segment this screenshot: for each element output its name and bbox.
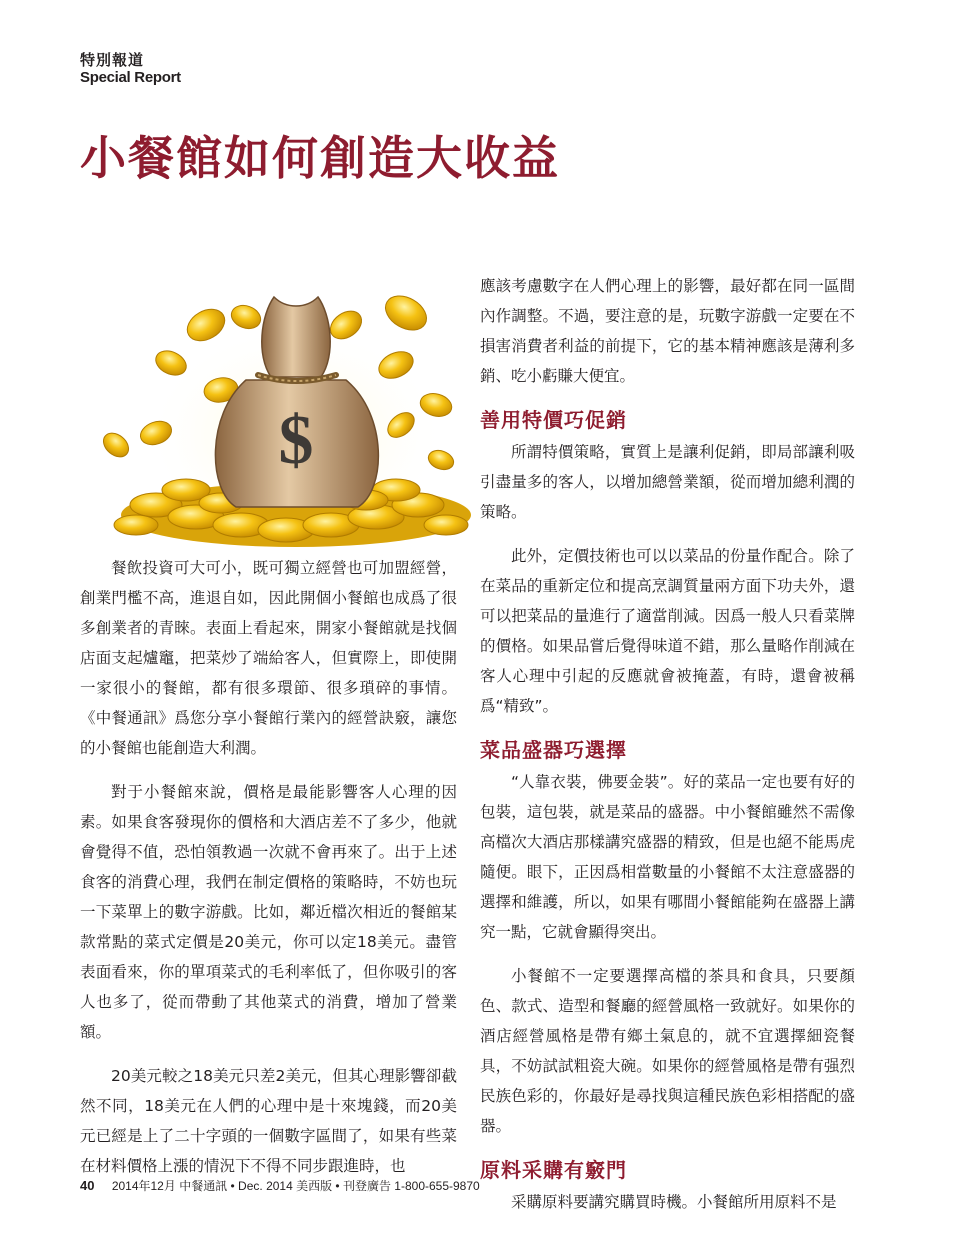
section-label-en: Special Report: [80, 69, 181, 86]
paragraph: 小餐館不一定要選擇高檔的茶具和食具，只要顏色、款式、造型和餐廳的經營風格一致就好。如果你的酒店經營風格是帶有鄉土氣息的，就不宜選擇細瓷餐具，不妨試試粗瓷大碗。如果你的經營風格是帶有强烈民族色彩的，你最好是尋找與這種民族色彩相搭配的盛器。: [480, 967, 855, 1135]
paragraph: 餐飲投資可大可小，既可獨立經營也可加盟經營，創業門檻不高，進退自如，因此開個小餐館也成爲了很多創業者的青睞。表面上看起來，開家小餐館就是找個店面支起爐竈，把菜炒了端給客人，但實際上，即使開一家很小的餐館，都有很多環節、很多瑣碎的事情。《中餐通訊》爲您分享小餐館行業內的經營訣竅，讓您的小餐館也能創造大利潤。: [80, 559, 457, 757]
paragraph: 采購原料要講究購買時機。小餐館所用原料不是: [511, 1193, 837, 1211]
paragraph: 此外，定價技術也可以以菜品的份量作配合。除了在菜品的重新定位和提高烹調質量兩方面下功夫外，還可以把菜品的量進行了適當削減。因爲一般人只看菜牌的價格。如果品嘗后覺得味道不錯，那么量略作削減在客人心理中引起的反應就會被掩蓋，有時，還會被稱爲“精致”。: [480, 547, 855, 715]
money-bag-illustration: [96, 285, 476, 555]
article-title: 小餐館如何創造大收益: [80, 131, 560, 185]
right-column: [480, 271, 855, 1231]
paragraph: “人靠衣裝，佛要金裝”。好的菜品一定也要有好的包裝，這包裝，就是菜品的盛器。中小餐館雖然不需像高檔次大酒店那樣講究盛器的精致，但是也絕不能馬虎隨便。眼下，正因爲相當數量的小餐館不太注意盛器的選擇和維護，所以，如果有哪間小餐館能夠在盛器上講究一點，它就會顯得突出。: [480, 773, 855, 941]
paragraph: 應該考慮數字在人們心理上的影響，最好都在同一區間內作調整。不過，要注意的是，玩數字游戲一定要在不損害消費者利益的前提下，它的基本精神應該是薄利多銷、吃小虧賺大便宜。: [480, 277, 855, 385]
page-number: 40: [80, 1178, 95, 1193]
paragraph: 所謂特價策略，實質上是讓利促銷，即局部讓利吸引盡量多的客人，以增加總營業額，從而增加總利潤的策略。: [480, 443, 855, 521]
left-column: [80, 553, 457, 1195]
section-heading: 善用特價巧促銷: [480, 408, 627, 432]
section-label-zh: 特別報道: [80, 51, 145, 69]
paragraph: 對于小餐館來說，價格是最能影響客人心理的因素。如果食客發現你的價格和大酒店差不了多少，他就會覺得不值，恐怕領教過一次就不會再來了。出于上述食客的消費心理，我們在制定價格的策略時，不妨也玩一下菜單上的數字游戲。比如，鄰近檔次相近的餐館某款常點的菜式定價是20美元，你可以定18美元。盡管表面看來，你的單項菜式的毛利率低了，但你吸引的客人也多了，從而帶動了其他菜式的消費，增加了營業額。: [80, 783, 457, 1041]
svg-text:$: $: [278, 402, 314, 479]
page-footer: [80, 1177, 480, 1194]
section-heading: 菜品盛器巧選擇: [480, 738, 627, 762]
section-heading: 原料采購有竅門: [480, 1158, 627, 1182]
footer-info: 2014年12月 中餐通訊 • Dec. 2014 美西版 • 刊登廣告 1-800-655-9870: [111, 1179, 480, 1193]
paragraph: 20美元較之18美元只差2美元，但其心理影響卻截然不同，18美元在人們的心理中是十來塊錢，而20美元已經是上了二十字頭的一個數字區間了，如果有些菜在材料價格上漲的情況下不得不同步跟進時，也: [80, 1067, 457, 1175]
